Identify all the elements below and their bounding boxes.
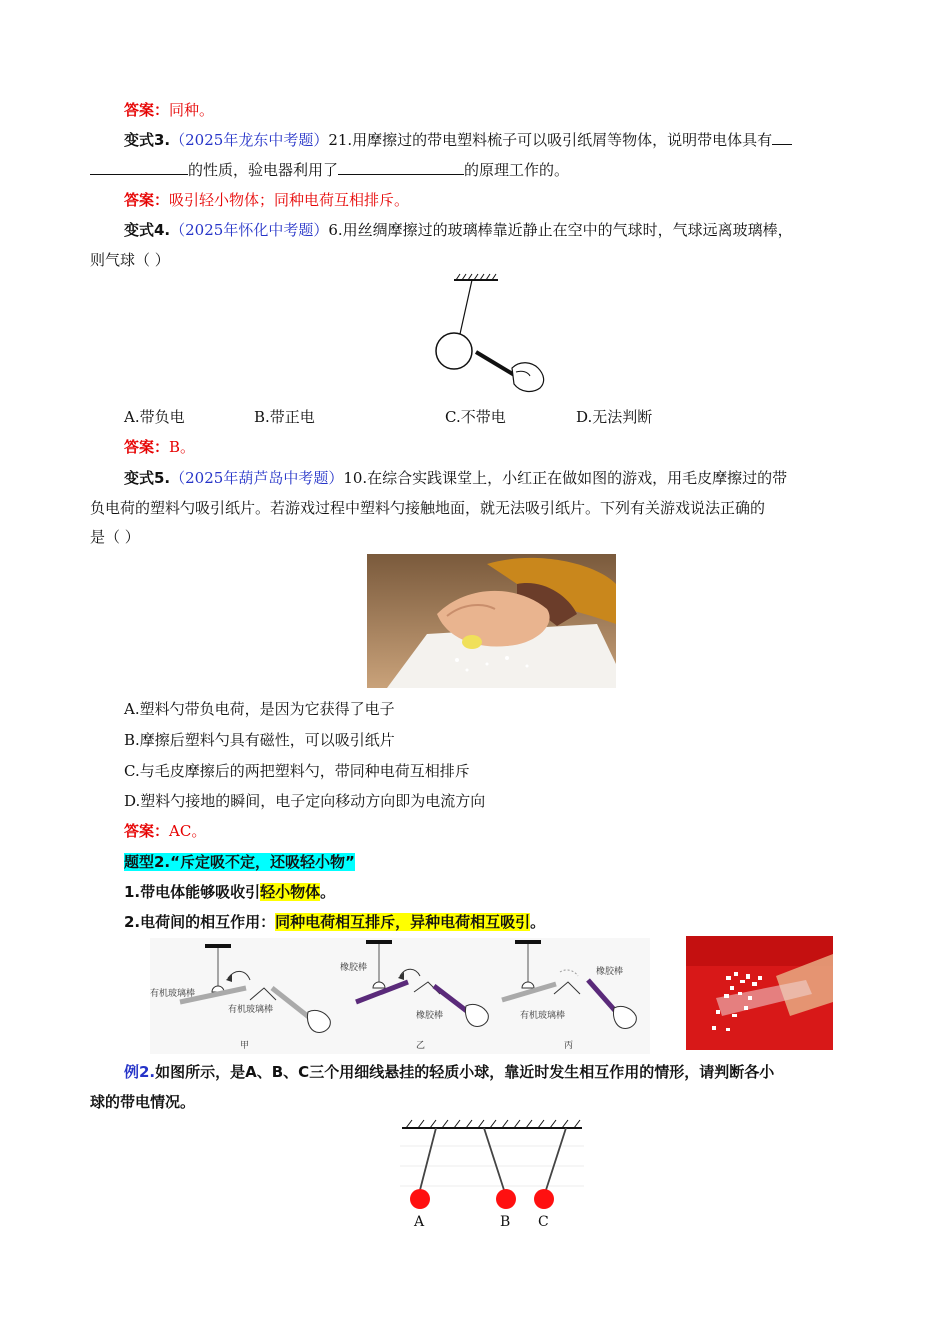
answer-line-4: [124, 435, 195, 459]
answer-text: 吸引轻小物体；同种电荷互相排斥。: [169, 191, 410, 209]
point-highlight: 同种电荷相互排斥，异种电荷相互吸引: [275, 913, 531, 931]
figure-caption: 乙: [416, 1041, 426, 1051]
balloon: [436, 333, 472, 369]
answer-label: 答案：: [124, 438, 170, 456]
variant-3-line-2: [90, 158, 569, 182]
answer-line-5: [124, 819, 206, 843]
point-2: [124, 910, 545, 934]
figure-label: 有机玻璃棒: [228, 1005, 274, 1015]
variant-label: 变式5.: [124, 469, 171, 487]
glass-rod: [476, 352, 516, 376]
source-tag: （2025年怀化中考题）: [170, 221, 329, 239]
question-text: 6.用丝绸摩擦过的玻璃棒靠近静止在空中的气球时，气球远离玻璃棒，: [328, 221, 793, 239]
question-text: 的性质，验电器利用了: [188, 161, 339, 179]
figure-caption: 甲: [240, 1041, 250, 1051]
ball-a: [410, 1189, 430, 1209]
hanging-balls-figure: [400, 1116, 584, 1230]
option-d: D.塑料勺接地的瞬间，电子定向移动方向即为电流方向: [124, 792, 486, 810]
variant-label: 变式4.: [124, 221, 171, 239]
type-2-title: 题型2.“斥定吸不定，还吸轻小物”: [124, 853, 355, 871]
rod-interaction-figure: [150, 938, 650, 1054]
point-text: 1.带电体能够吸收引: [124, 883, 261, 901]
variant-label: 变式3.: [124, 131, 171, 149]
question-text: 的原理工作的。: [464, 161, 570, 179]
source-tag: （2025年葫芦岛中考题）: [170, 469, 344, 487]
option-b: B.带正电: [254, 408, 315, 426]
type-2-heading: [124, 850, 355, 874]
paper-scraps-photo: [686, 936, 833, 1050]
example-label: 例2.: [124, 1063, 156, 1081]
source-tag: （2025年龙东中考题）: [170, 131, 329, 149]
figure-label: 橡胶棒: [596, 967, 624, 977]
question-text: 负电荷的塑料勺吸引纸片。若游戏过程中塑料勺接触地面，就无法吸引纸片。下列有关游戏说法正确的: [90, 499, 766, 517]
figure-label: 橡胶棒: [340, 963, 368, 973]
variant-5-line-2: [90, 496, 765, 520]
ball-label: A: [414, 1214, 425, 1230]
figure-label: 有机玻璃棒: [150, 989, 196, 999]
question-text: 是（ ）: [90, 528, 140, 546]
question-text: 球的带电情况。: [90, 1093, 196, 1111]
question-text: 则气球（ ）: [90, 251, 170, 269]
point-text: 2.电荷间的相互作用：: [124, 913, 276, 931]
answer-label: 答案：: [124, 822, 170, 840]
hand-icon: [512, 363, 544, 392]
point-1: [124, 880, 335, 904]
figure-caption: 丙: [564, 1041, 574, 1051]
ball-label: C: [538, 1214, 549, 1230]
point-highlight: 轻小物体: [260, 883, 321, 901]
answer-text: 同种。: [169, 101, 215, 119]
figure-label: 有机玻璃棒: [520, 1011, 566, 1021]
ball-b: [496, 1189, 516, 1209]
variant-5-line-3: [90, 525, 140, 549]
variant-5-line-1: [124, 466, 787, 490]
example-2-line-1: [124, 1060, 774, 1084]
answer-line-1: [124, 98, 214, 122]
figure-label: 橡胶棒: [416, 1011, 444, 1021]
answer-text: AC。: [169, 822, 207, 840]
point-text: 。: [530, 913, 546, 931]
point-text: 。: [320, 883, 336, 901]
variant-3-line-1: [124, 128, 792, 152]
option-b: B.摩擦后塑料勺具有磁性，可以吸引纸片: [124, 731, 395, 749]
question-text: 10.在综合实践课堂上，小红正在做如图的游戏，用毛皮摩擦过的带: [343, 469, 788, 487]
option-a: A.塑料勺带负电荷，是因为它获得了电子: [124, 700, 395, 718]
answer-label: 答案：: [124, 101, 170, 119]
option-c: C.不带电: [445, 408, 506, 426]
ball-label: B: [500, 1214, 511, 1230]
question-text: 如图所示，是A、B、C三个用细线悬挂的轻质小球，靠近时发生相互作用的情形，请判断各小: [155, 1063, 775, 1081]
question-text: 21.用摩擦过的带电塑料梳子可以吸引纸屑等物体，说明带电体具有: [328, 131, 773, 149]
variant-4-line-1: [124, 218, 793, 242]
spoon-game-photo: [367, 554, 616, 688]
balloon-figure: [420, 272, 560, 400]
answer-label: 答案：: [124, 191, 170, 209]
option-c: C.与毛皮摩擦后的两把塑料勺，带同种电荷互相排斥: [124, 762, 470, 780]
option-a: A.带负电: [124, 408, 185, 426]
answer-text: B。: [169, 438, 196, 456]
answer-line-3: [124, 188, 409, 212]
variant-4-line-2: [90, 248, 170, 272]
example-2-line-2: [90, 1090, 195, 1114]
ball-c: [534, 1189, 554, 1209]
option-d: D.无法判断: [576, 408, 653, 426]
